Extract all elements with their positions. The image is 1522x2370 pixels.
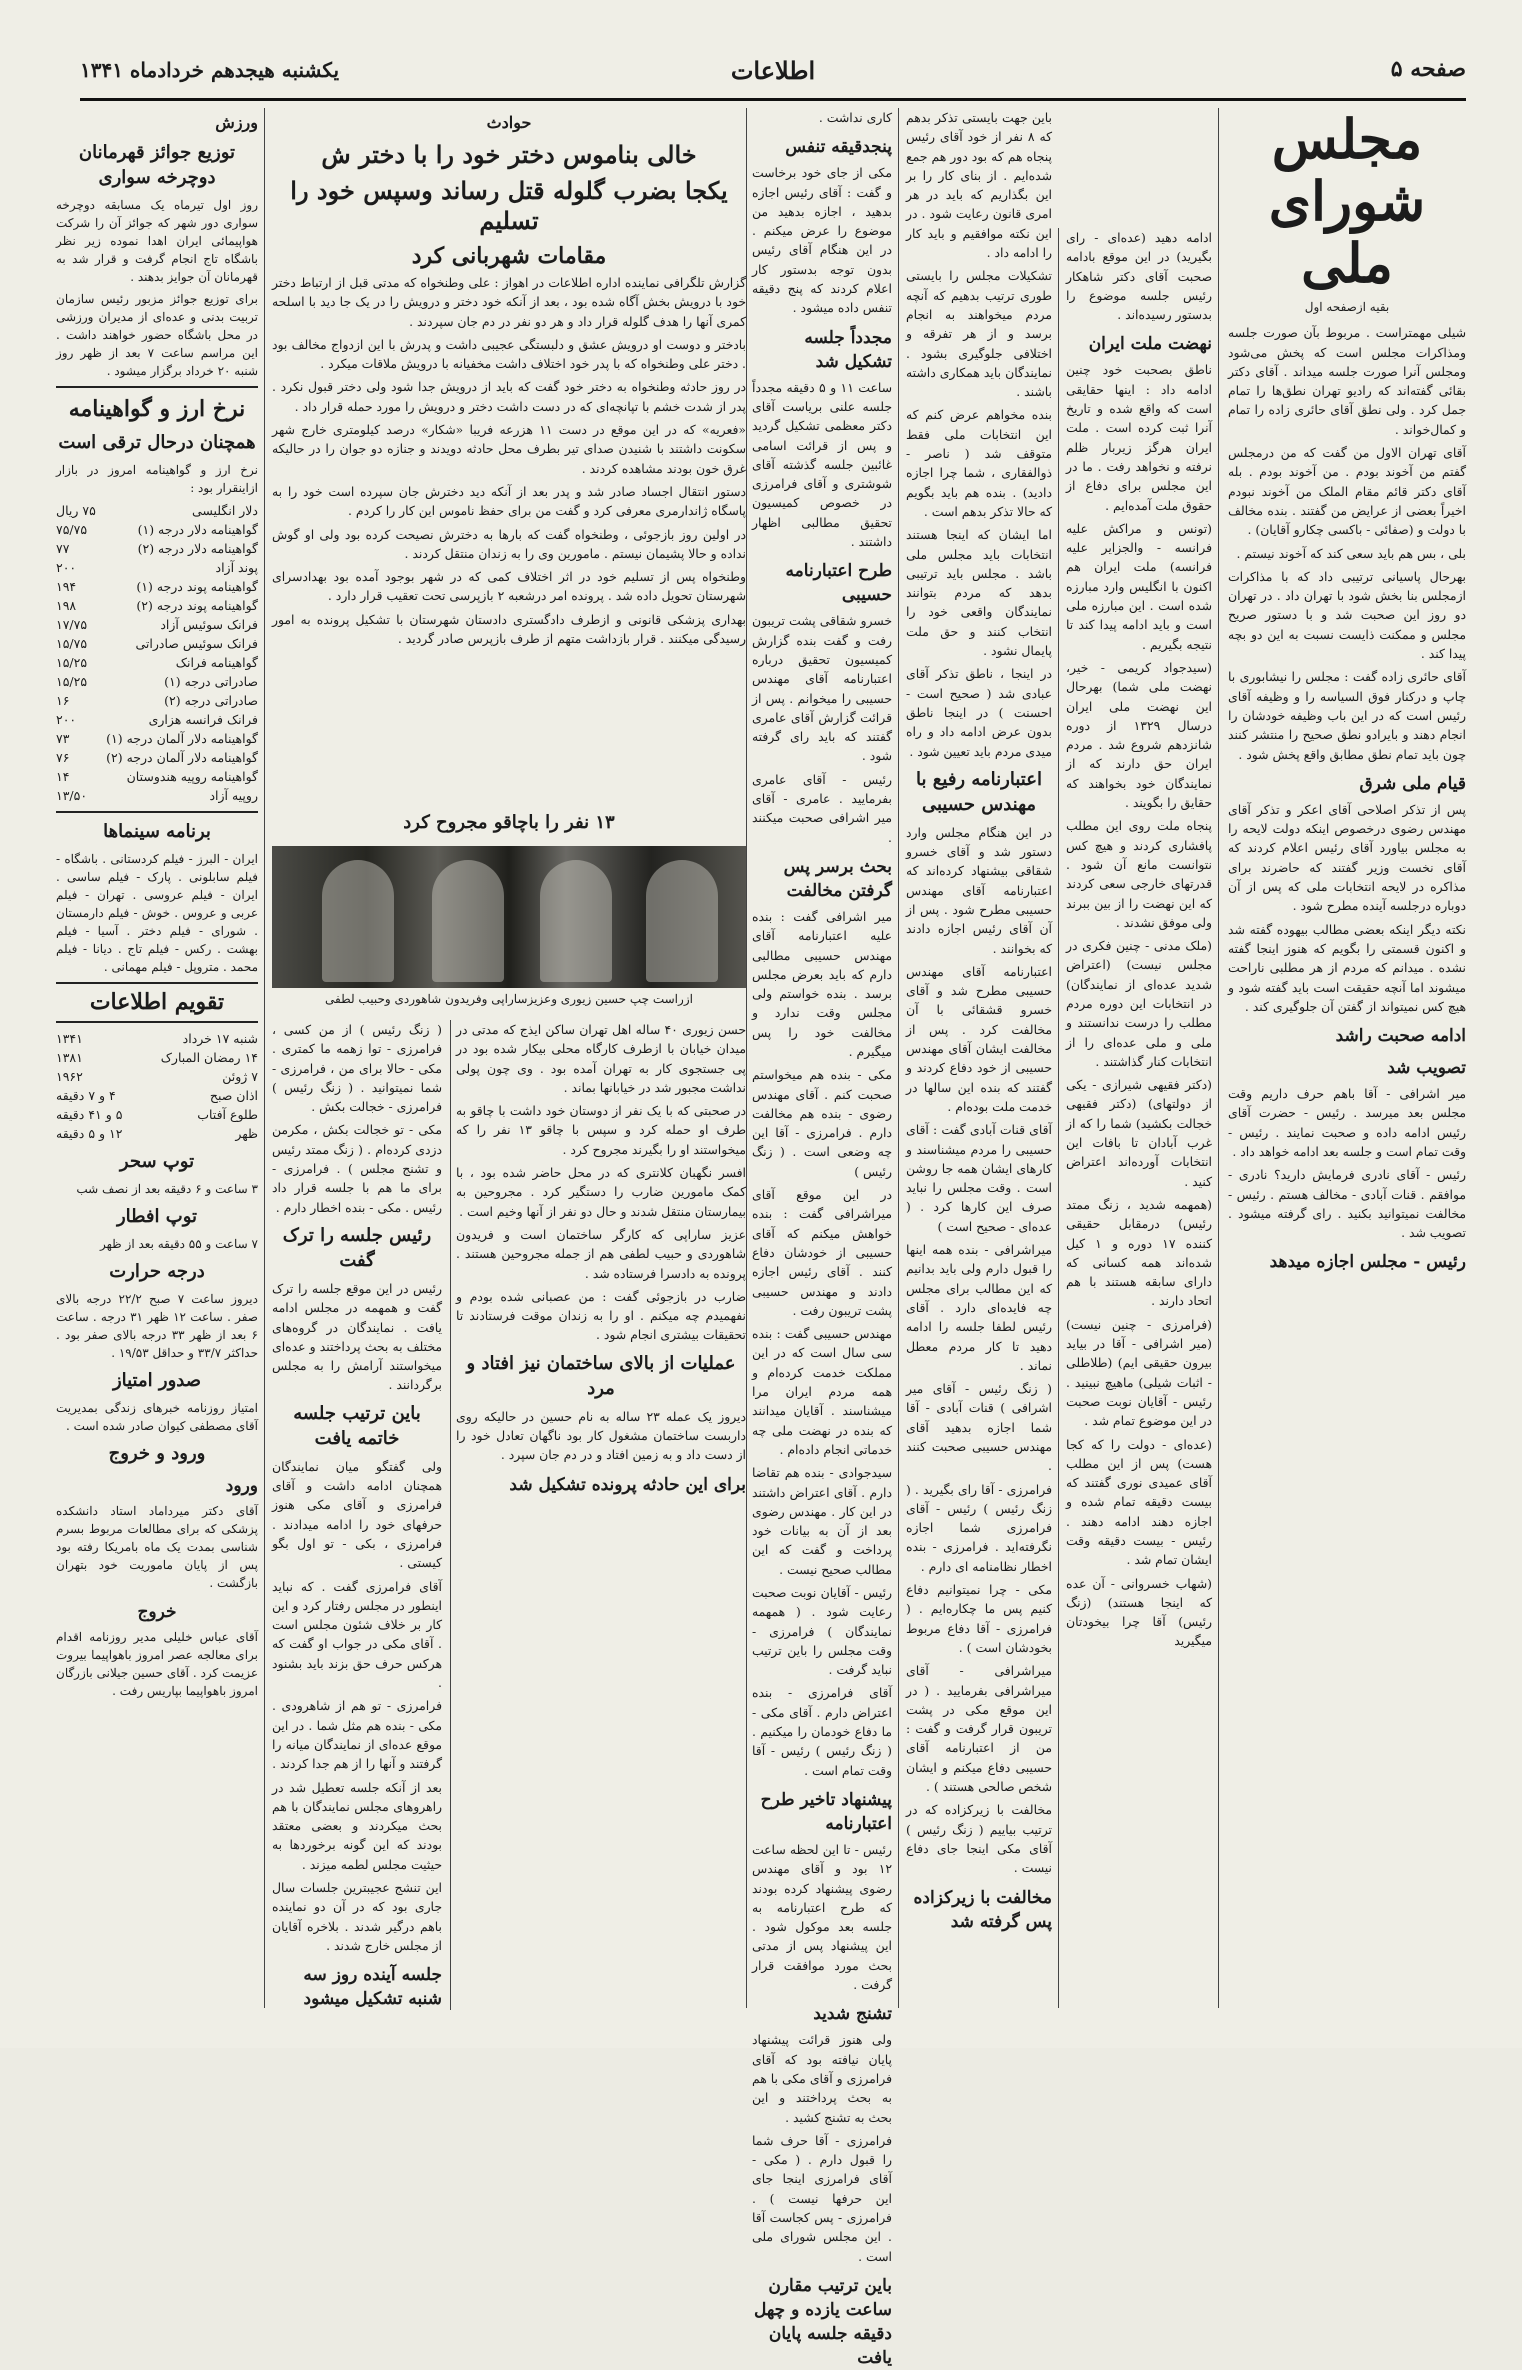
paragraph: آقای دکتر میرداماد استاد دانشکده پزشکی که برای مطالعات مربوط بسرم شناسی بمدت یک ماه بامریکا رفته بود پس از پایان ماموریت خود بتهران بازگشت . bbox=[56, 1504, 258, 1590]
parliament-article-col3 bbox=[906, 108, 1052, 2028]
arrival-heading: ورود bbox=[225, 1476, 258, 1496]
paragraph: ضارب در بازجوئی گفت : من عصبانی شده بودم و نفهمیدم چه میکنم . او را به زندان موقت فرستادند تا تحقیقات بیشتری انجام شود . bbox=[456, 1288, 746, 1343]
table-row bbox=[56, 786, 258, 805]
rates-table bbox=[56, 501, 258, 805]
page-number: صفحه ۵ bbox=[1390, 56, 1466, 82]
paragraph: پنجاه ملت روی این مطلب پافشاری کردند و هیچ کس نتوانست مانع آن شود . قدرتهای خارجی سعی کردند که این نهضت را از بین ببرند ولی موفق نشدند . bbox=[1066, 818, 1212, 930]
row-label: شنبه ۱۷ خرداد bbox=[182, 1031, 258, 1046]
paragraph: رئیس - آقایان نوبت صحبت رعایت شود . ( همهمه نمایندگان ) فرامرزی - وقت مجلس را باین ترتیب نباید گرفت . bbox=[752, 1585, 892, 1678]
paragraph: اما ایشان که اینجا هستند انتخابات باید مجلس ملی باشد . مجلس باید ترتیبی بدهد که مردم بتوانند نمایندگان واقعی خود را انتخاب کنند و حق ملت پایمال نشود . bbox=[906, 527, 1052, 659]
table-row bbox=[56, 1048, 258, 1067]
paragraph: (تونس و مراکش علیه فرانسه - والجزایر علیه فرانسه) ملت ایران هم اکنون با انگلیس وارد مبارزه شده است . این مبارزه ملی است و باید ادامه پیدا کند تا نتیجه بگیریم . bbox=[1066, 520, 1212, 652]
crime-article-bottom bbox=[456, 1020, 746, 2020]
subheading-credentials: اعتبارنامه رفیع با مهندس حسیبی bbox=[916, 768, 1042, 815]
paragraph: در روز حادثه وطنخواه به دختر خود گفت که باید از درویش جدا شود ولی دختر قبول نکرد . پدر از شدت خشم با تپانچه‌ای که در دست داشت دختر و درویش را مورد حمله قرار داد . bbox=[272, 379, 746, 414]
paragraph: آقای قنات آبادی گفت : آقای حسیبی را مردم میشناسند و کارهای ایشان همه جا روشن است . وقت مجلس را نباید صرف این کارها کرد . ( عده‌ای - صحیح است ) bbox=[906, 1122, 1052, 1234]
sidebar-column bbox=[56, 108, 258, 2028]
parliament-article-col2 bbox=[1066, 228, 1212, 2028]
subheading: تصویب شد bbox=[1387, 1058, 1466, 1079]
temperature-headline: درجه حرارت bbox=[109, 1261, 205, 1282]
paragraph: بهداری پزشکی قانونی و ازطرف دادگستری دادستان شهرستان با تشکیل پرونده به امور رسیدگی میکنند . قرار بازداشت متهم از طرف بازپرس صادر گردید . bbox=[272, 611, 746, 647]
subheading: ادامه صحبت راشد bbox=[1335, 1026, 1466, 1047]
closing-line: رئیس - مجلس اجازه میدهد bbox=[1269, 1252, 1466, 1273]
sports-headline: توزیع جوائز قهرمانان دوچرخه سواری bbox=[78, 142, 236, 188]
paragraph: مخالفت با زیرکزاده که در ترتیب بیاییم ( زنگ رئیس ) آقای مکی اینجا جای دفاع نیست . bbox=[906, 1802, 1052, 1876]
row-label: ۱۴ رمضان المبارک bbox=[160, 1050, 258, 1065]
row-label: گواهینامه پوند درجه (۱) bbox=[136, 579, 258, 594]
row-label: ۷ ژوئن bbox=[222, 1069, 258, 1084]
table-row bbox=[56, 558, 258, 577]
row-label: گواهینامه روپیه هندوستان bbox=[126, 769, 258, 784]
table-row bbox=[56, 1105, 258, 1124]
parliament-article-col1 bbox=[1228, 108, 1466, 2028]
paragraph: حسن زیوری ۴۰ ساله اهل تهران ساکن ایذج که مدتی در میدان خیابان با ازطرف کارگاه محلی بیکار شده بود در پی جستجوی کار به تهران آمده بود . وی چون پولی نداشت مجبور شد در خیابانها بماند . bbox=[456, 1022, 746, 1095]
row-label: گواهینامه دلار درجه (۲) bbox=[137, 541, 258, 556]
rates-headline: نرخ ارز و گواهینامه bbox=[68, 396, 246, 422]
paragraph: این تنشج عجیبترین جلسات سال جاری بود که در آن دو نماینده باهم درگیر شدند . بلاخره آقایان از مجلس خارج شدند . bbox=[272, 1879, 442, 1953]
row-value: ۱۹۴ bbox=[56, 579, 77, 594]
headline-majlis: مجلس شورای ملی bbox=[1268, 107, 1426, 295]
paragraph: بعد از آنکه جلسه تعطیل شد در راهروهای مجلس نمایندگان با هم بحث میکردند و بعضی معتقد بودند که این گونه برخوردها به حیثیت مجلس لطمه میزند . bbox=[272, 1779, 442, 1872]
paragraph: وطنخواه پس از تسلیم خود در اثر اختلاف کمی که در شهر بوجود آمده بود بهدادسرای شهرستان تحویل داده شد . پرونده امر درشعبه ۲ بازپرسی تحت تعقیب قرار دارد . bbox=[272, 569, 746, 604]
paragraph: (ملک مدنی - چنین فکری در مجلس نیست) (اعتراض شدید عده‌ای از نمایندگان) در انتخابات این دوره مردم مطلب را درست ندانستند و ملی و ملی عده‌ای را از انتخابات کنار گذاشتند . bbox=[1066, 938, 1212, 1069]
photo-person bbox=[540, 860, 612, 982]
publication-name: اطلاعات bbox=[730, 56, 816, 85]
cinema-headline: برنامه سینماها bbox=[103, 821, 211, 842]
subheading: پیشنهاد تاخیر طرح اعتبارنامه bbox=[760, 1789, 892, 1834]
paragraph: نکته دیگر اینکه بعضی مطالب بیهوده گفته شد و اکنون قسمتی را بگویم که هنوز اینجا گفته نشده . میدانم که مردم از هر مطلبی ناراحت میشوند اما آنچه حقیقت است باید گفته شود و هیچ کس نمیتواند از گفتن آن جلوگیری کند . bbox=[1228, 921, 1466, 1014]
paragraph: مکی - بنده هم میخواستم صحبت کنم . آقای مهندس رضوی - بنده هم مخالفت دارم . فرامرزی - آقا این چه وضعی است . ( زنگ رئیس ) bbox=[752, 1067, 892, 1179]
calendar-table bbox=[56, 1029, 258, 1143]
row-label: گواهینامه پوند درجه (۲) bbox=[136, 598, 258, 613]
row-value: ۱۴ bbox=[56, 769, 70, 784]
calendar-headline: تقویم اطلاعات bbox=[89, 989, 225, 1015]
table-row bbox=[56, 767, 258, 786]
paragraph: ( زنگ رئیس - آقای میر اشرافی ) قنات آبادی - آقا شما اجازه بدهید آقای مهندس حسیبی صحبت کنند . bbox=[906, 1381, 1052, 1474]
paragraph: (دکتر فقیهی شیرازی - یکی از دولتهای) (دکتر فقیهی خجالت بکشید) شما را که از غرب آبادان تا بافات این انتخابات آورده‌اند اعتراض کنید . bbox=[1066, 1077, 1212, 1189]
row-value: ۷۳ bbox=[56, 731, 70, 746]
divider bbox=[56, 386, 258, 388]
paragraph: در این موقع آقای میراشرافی گفت : بنده خواهش میکنم که آقای حسیبی از خودشان دفاع کنند . آقای رئیس اجازه دادند و مهندس حسیبی پشت تریبون رفت . bbox=[752, 1187, 892, 1318]
continued-note: بقیه ازصفحه اول bbox=[1304, 300, 1390, 314]
row-label: فرانک سوئیس صادراتی bbox=[135, 636, 258, 651]
subheading: بحث برسر پس گرفتن مخالفت bbox=[783, 856, 892, 901]
column-rule bbox=[1058, 228, 1059, 2008]
parliament-article-col6 bbox=[272, 1020, 442, 2020]
paragraph: باین جهت بایستی تذکر بدهم که ۸ نفر از خود آقای رئیس پنجاه هم که بود دور هم جمع شده‌ایم . از بنای کار را بر این بگذاریم که باید در هر امری قانون رعایت شود . در این نکته موافقیم و باید کار را ادامه داد . bbox=[906, 110, 1052, 261]
subheading: عملیات از بالای ساختمان نیز افتاد و مرد bbox=[466, 1352, 736, 1399]
closing-line: مخالفت با زیرکزاده پس گرفته شد bbox=[913, 1887, 1052, 1932]
paragraph: بنده مخواهم عرض کنم که این انتخابات ملی فقط متوقف شد ( ناصر - ذوالفقاری ، شما چرا اجازه دادید) . بنده هم باید بگویم که حالا تذکر بدهم است . bbox=[906, 407, 1052, 519]
subheading: تشنج شدید bbox=[813, 2004, 892, 2025]
photo-caption: ازراست چپ حسین زیوری وعزیزساراپی وفریدون شاهوردی وحبیب لطفی bbox=[325, 992, 693, 1006]
paragraph: فرامرزی - تو هم از شاهرودی . مکی - بنده هم مثل شما . در این موقع عده‌ای از نمایندگان میانه را گرفتند و آنها را از هم جدا کردند . bbox=[272, 1698, 442, 1772]
license-headline: صدور امتیاز bbox=[112, 1370, 202, 1391]
table-row bbox=[56, 1067, 258, 1086]
paragraph: عزیز ساراپی که کارگر ساختمان است و فریدون شاهوردی و حبیب لطفی هم از جمله مجروحین هستند . پرونده به دادسرا فرستاده شد . bbox=[456, 1226, 746, 1281]
paragraph: بلی ، بس هم باید سعی کند که آخوند نیستم . bbox=[1236, 545, 1466, 561]
paragraph: ( زنگ رئیس ) از من کسی ، فرامرزی - توا زهمه ما کمتری . مکی - حالا برای من ، فرامرزی - شما نمیتوانید . ( زنگ رئیس ) فرامرزی - خجالت بکش . bbox=[272, 1022, 442, 1115]
paragraph: ولی هنوز قرائت پیشنهاد پایان نیافته بود که آقای فرامرزی و آقای مکی با هم به بحث پرداختند و این بحث به تشنج کشید . bbox=[752, 2032, 892, 2125]
row-value: ۲۰۰ bbox=[56, 712, 77, 727]
table-row bbox=[56, 501, 258, 520]
column-rule bbox=[746, 108, 747, 2008]
paragraph: ساعت ۱۱ و ۵ دقیقه مجدداً جلسه علنی بریاست آقای دکتر معظمی تشکیل گردید و پس از قرائت اسامی غائبین جلسه گذشته آقای شوشتری و آقای فرامرزی در خصوص کمیسیون تحقیق مطالبی اظهار داشتند . bbox=[752, 379, 892, 550]
table-row bbox=[56, 748, 258, 767]
table-row bbox=[56, 634, 258, 653]
row-label: صادراتی درجه (۱) bbox=[164, 674, 258, 689]
page-header bbox=[80, 52, 1466, 101]
row-label: گواهینامه دلار آلمان درجه (۲) bbox=[106, 750, 258, 765]
paragraph: میر اشرافی - آقا باهم حرف داریم وقت مجلس بعد میرسد . رئیس - حضرت آقای رئیس ادامه داده و صحبت نمایند . رئیس - وقت تمام است و جلسه بعد ادامه خواهد داد . bbox=[1228, 1086, 1466, 1159]
closing-line: برای این حادثه پرونده تشکیل شد bbox=[509, 1474, 746, 1495]
paragraph: ولی گفتگو میان نمایندگان همچنان ادامه داشت و آقای فرامرزی و آقای مکی هنوز حرفهای خود را ادامه میدادند . فرامرزی ، بکی - تو اول بگو کیستی . bbox=[272, 1458, 442, 1571]
table-row bbox=[56, 1086, 258, 1105]
paragraph: خسرو شقاقی پشت تریبون رفت و گفت بنده گزارش کمیسیون تحقیق درباره اعتبارنامه آقای مهندس حسیبی را میخوانم . پس از قرائت گزارش آقای عامری گفتند که باید رای گرفته شود . bbox=[752, 613, 892, 764]
section-kicker: حوادث bbox=[486, 113, 532, 132]
row-value: ۴ و ۷ دقیقه bbox=[56, 1088, 116, 1103]
column-rule bbox=[450, 1020, 451, 2010]
rates-subheadline: همچنان درحال ترقی است bbox=[58, 432, 256, 453]
table-row bbox=[56, 520, 258, 539]
paragraph: برای توزیع جوائز مزبور رئیس سازمان تربیت بدنی و عده‌ای از مدیران ورزشی در محل باشگاه حضور خواهند داشت . این مراسم ساعت ۷ بعد از ظهر روز شنبه ۲۰ خرداد برگزار میشود . bbox=[56, 292, 258, 378]
paragraph: فرامرزی - آقا حرف شما را قبول دارم . ( مکی - آقای فرامرزی اینجا جای این حرفها نیست ) . فرامرزی - پس کجاست آقا . این مجلس شورای ملی است . bbox=[752, 2132, 892, 2264]
paragraph: شیلی مهمتراست . مربوط بآن صورت جلسه ومذاکرات مجلس است که پخش می‌شود ومجلس آنرا صورت جلسه میداند . آقای دکتر بقائی گفته‌اند که رادیو تهران نطق‌ها را تمام جمل کرد . ولی نطق آقای حائری زاده را تمام و کمال‌خواند . bbox=[1228, 325, 1466, 437]
paragraph: آقای حائری زاده گفت : مجلس را نیشابوری با چاپ و درکنار فوق السیاسه را و وظیفه آقای رئیس است که در این باب وظیفه خودشان را انجام دهند و بایرادو نطق صحیح را منتشر کنند چون باید تمام نطق مطابق واقع پخش شود . bbox=[1228, 669, 1466, 762]
table-row bbox=[56, 539, 258, 558]
subheading: پنجدقیقه تنفس bbox=[785, 137, 892, 158]
column-rule bbox=[264, 108, 265, 2008]
paragraph: بادختر و دوست او درویش عشق و دلبستگی عجیبی داشت و پدرش با این ازدواج مخالف بود . دختر علی وطنخواه که با پدر خود اختلاف داشت مخفیانه با درویش ملاقات میکرد . bbox=[272, 336, 746, 372]
row-value: ۱۳/۵۰ bbox=[56, 788, 88, 803]
paragraph: در صحبتی که با یک نفر از دوستان خود داشت با چاقو به طرف او حمله کرد و سپس با چاقو ۱۳ نفر را که میخواستند او را بگیرند مجروح کرد . bbox=[456, 1103, 746, 1157]
row-value: ۷۵/۷۵ bbox=[56, 522, 88, 537]
departure-heading: خروج bbox=[137, 1602, 177, 1622]
row-value: ۱۶ bbox=[56, 693, 70, 708]
paragraph: میر اشرافی گفت : بنده علیه اعتبارنامه آقای مهندس حسیبی مطالبی دارم که باید بعرض مجلس برسد . بنده خواستم ولی مجلس وقت ندارد و مخالفت خود را پس میگیرم . bbox=[752, 908, 892, 1059]
row-value: ۱۵/۲۵ bbox=[56, 674, 88, 689]
paragraph: مهندس حسیبی گفت : بنده سی سال است که در این مملکت خدمت کرده‌ام و همه مردم ایران مرا میشناسند . آقایان میدانند که بنده در نهضت ملی چه خدماتی انجام داده‌ام . bbox=[752, 1326, 892, 1457]
row-label: اذان صبح bbox=[209, 1088, 258, 1103]
subheading: رئیس جلسه را ترک گفت bbox=[282, 1224, 432, 1271]
crime-headline-2: یکجا بضرب گلوله قتل رساند وسپس خود را تسلیم bbox=[290, 176, 728, 235]
parliament-article-col4 bbox=[752, 108, 892, 2368]
paragraph: کاری نداشت . bbox=[818, 110, 892, 125]
photo-person bbox=[646, 860, 718, 982]
paragraph: مکی - تو خجالت بکش ، مکرمن دزدی کرده‌ام . ( زنگ ممتد رئیس و تشنج مجلس ) . فرامرزی - برای ما هم با جلسه قرار داد رئیس . مکی - بنده اخطار دارم . bbox=[272, 1122, 442, 1215]
photo-person bbox=[322, 860, 394, 982]
paragraph: در این هنگام مجلس وارد دستور شد و آقای خسرو شقاقی بیشنهاد کرده‌اند که اعتبارنامه آقای مهندس حسیبی مطرح شود . پس از آن آقای رئیس اجازه دادند که بخوانند . bbox=[906, 824, 1052, 956]
row-value: ۵ و ۴۱ دقیقه bbox=[56, 1107, 123, 1122]
row-label: دلار انگلیسی bbox=[191, 503, 258, 518]
paragraph: میراشرافی - آقای میراشرافی بفرمایید . ( در این موقع مکی در پشت تریبون قرار گرفت و گفت : من از اعتبارنامه آقای حسیبی دفاع میکنم و ایشان شخص صالحی هستند ) . bbox=[906, 1663, 1052, 1795]
table-row bbox=[56, 653, 258, 672]
paragraph: (عده‌ای - دولت را که کجا هست) پس از این مطلب آقای عمیدی نوری گفتند که بیست دقیقه تمام شده و اجازه دهند ادامه دهند . رئیس - بیست دقیقه وقت ایشان تمام شد . bbox=[1066, 1436, 1212, 1568]
subheading: مجدداً جلسه تشکیل شد bbox=[804, 327, 892, 372]
paragraph: (فرامرزی - چنین نیست) (میر اشرافی - آقا در بیاید بیرون حقیقی ایم) (طلاطلی - اثبات شیلی) ماهیچ نبینید . رئیس - آقایان نوبت صحبت در این موضوع تمام شد . bbox=[1066, 1316, 1212, 1429]
table-row bbox=[56, 710, 258, 729]
paragraph: ۳ ساعت و ۶ دقیقه بعد از نصف شب bbox=[76, 1182, 258, 1196]
paragraph: رئیس - تا این لحظه ساعت ۱۲ بود و آقای مهندس رضوی پیشنهاد کرده بودند که طرح اعتبارنامه به جلسه بعد موکول شود . این پیشنهاد پس از مدتی بحث مورد موافقت قرار گرفت . bbox=[752, 1841, 892, 1993]
paragraph: آقای فرامرزی - بنده اعتراض دارم . آقای مکی - ما دفاع خودمان را میکنیم . ( زنگ رئیس ) رئیس - آقا وقت تمام است . bbox=[752, 1685, 892, 1778]
paragraph: (شهاب خسروانی - آن عده که اینجا هستند) (زنگ رئیس) آقا چرا بیخودتان میگیرید bbox=[1066, 1575, 1212, 1649]
paragraph: مکی از جای خود برخاست و گفت : آقای رئیس اجازه بدهید ، اجازه بدهید من موضوع را عرض میکنم . در این هنگام آقای رئیس بدون توجه بدستور کار اعلام کردند که پنج دقیقه تنفس داده میشود . bbox=[752, 165, 892, 316]
paragraph: تشکیلات مجلس را بایستی طوری ترتیب بدهیم که آنچه مردم میخواهند به انجام برسد و از هر تفرقه و اختلافی جلوگیری بشود . نمایندگان باید همکاری داشته باشند . bbox=[906, 268, 1052, 400]
paragraph: پس از تذکر اصلاحی آقای اعکر و تذکر آقای مهندس رضوی درخصوص اینکه دولت لایحه را به مجلس بیاورد آقای رئیس اعلام کردند که آقای نخست وزیر گفتند که حاضرند برای مذاکره در لایحه انتخابات ملی که پس از آن دوباره درجلسه آینده مطرح شود . bbox=[1228, 801, 1466, 914]
paragraph: دیروز ساعت ۷ صبح ۲۲/۲ درجه بالای صفر . ساعت ۱۲ ظهر ۳۱ درجه . ساعت ۶ بعد از ظهر ۳۳ درجه بالای صفر بود . حداکثر ۳۳/۷ و حداقل ۱۹/۵۳ . bbox=[56, 1292, 258, 1360]
paragraph: (همهمه شدید ، زنگ ممتد رئیس) درمقابل حقیقی کننده ۱۷ دوره و ۱ کیل شده‌اند همه کسانی که دارای سابقه هستند با هم اتحاد دارند . bbox=[1066, 1196, 1212, 1309]
paragraph: ادامه دهید (عده‌ای - رای بگیرید) در این موقع بادامه صحبت آقای دکتر شاهکار رئیس جلسه موضوع را بدستور رسیده‌اند . bbox=[1066, 230, 1212, 323]
row-label: گواهینامه فرانک bbox=[175, 655, 258, 670]
paragraph: آقای فرامرزی گفت . که نباید اینطور در مجلس رفتار کرد و این کار بر خلاف شئون مجلس است . آقای مکی در جواب او گفت که هرکس حرف حق بزند باید بشنود . bbox=[272, 1578, 442, 1691]
paragraph: ۷ ساعت و ۵۵ دقیقه بعد از ظهر bbox=[100, 1237, 258, 1251]
row-value: ۲۰۰ bbox=[56, 560, 77, 575]
section-kicker: ورزش bbox=[215, 113, 258, 132]
table-row bbox=[56, 596, 258, 615]
row-value: ۷۵ ریال bbox=[56, 503, 96, 518]
paragraph: روز اول تیرماه یک مسابقه دوچرخه سواری دور شهر که جوائز آن را شرکت هواپیمائی ایران اهدا نموده زیر نظر باشگاه تاج انجام گرفت و قرار شد به قهرمانان آن جوایز بدهند . bbox=[56, 198, 258, 284]
row-label: روپیه آزاد bbox=[209, 788, 258, 803]
paragraph: آقای عباس خلیلی مدیر روزنامه اقدام برای معالجه عصر امروز باهواپیما بیروت عزیمت کرد . آقای حسین جیلانی بازرگان امروز باهواپیما بپاریس رفت . bbox=[56, 1630, 258, 1698]
row-value: ۱۹۶۲ bbox=[56, 1069, 83, 1084]
paragraph: رئیس در این موقع جلسه را ترک گفت و همهمه در مجلس ادامه یافت . نمایندگان در گروه‌های مختلف به بحث پرداختند و عده‌ای میخواستند آرامش را به مجلس برگردانند . bbox=[272, 1280, 442, 1393]
paragraph: نرخ ارز و گواهینامه امروز در بازار ازاینقرار بود : bbox=[56, 463, 258, 495]
row-value: ۱۵/۲۵ bbox=[56, 655, 88, 670]
paragraph: گزارش تلگرافی نماینده اداره اطلاعات در اهواز : علی وطنخواه که مدتی قبل از ارتباط دختر خود با درویش بخش آگاه شده بود ، بعد از آنکه خود دختر و درویش را در یک جا دید با اسلحه کمری آنها را هدف گلوله قرار داد و هر دو نفر در دم جان سپردند . bbox=[272, 275, 746, 329]
row-value: ۱۳۴۱ bbox=[56, 1031, 83, 1046]
table-row bbox=[56, 577, 258, 596]
photo-headline: ۱۳ نفر را باچاقو مجروح کرد bbox=[403, 812, 615, 833]
issue-date: یکشنبه هیجدهم خردادماه ۱۳۴۱ bbox=[80, 58, 340, 82]
iftar-headline: توپ افطار bbox=[116, 1206, 198, 1227]
table-row bbox=[56, 729, 258, 748]
paragraph: ایران - البرز - فیلم کردستانی . باشگاه - فیلم سابلونی . پارک - فیلم ساسی . ایران - فیلم عروسی . تهران - فیلم عربی و عروس . خوش - فیلم دارمستان . شورای - فیلم دختر . آسیا - فیلم بهشت . رکس - فیلم تاج . دیانا - فیلم محمد . متروپل - فیلم مهمانی . bbox=[56, 852, 258, 974]
travel-headline: ورود و خروج bbox=[108, 1443, 206, 1464]
cannon-headline: توپ سحر bbox=[119, 1151, 195, 1172]
divider bbox=[56, 811, 258, 813]
row-value: ۱۳۸۱ bbox=[56, 1050, 83, 1065]
row-value: ۱۹۸ bbox=[56, 598, 77, 613]
paragraph: آقای تهران الاول من گفت که من درمجلس گفتم من آخوند بودم . من آخوند بودم . بله آقای دکتر قائم مقام الملک من آخوند نبودم اخیراً بعضی از عرایض من گفتند . بنده مخالف با دولت و (صفائی - باکسی چکارو آقایان) . bbox=[1228, 445, 1466, 538]
paragraph: در اینجا ، ناطق تذکر آقای عبادی شد ( صحیح است - احسنت ) در اینجا ناطق بدون عرض ادامه داد و راه میدی مردم باید تعیین شود . bbox=[906, 666, 1052, 759]
crime-headline-3: مقامات شهربانی کرد bbox=[411, 243, 607, 269]
subheading: طرح اعتبارنامه حسیبی bbox=[785, 561, 892, 606]
closing-line: باین ترتیب مقارن ساعت یازده و چهل دقیقه جلسه پایان یافت bbox=[753, 2275, 892, 2368]
subheading: باین ترتیب جلسه خاتمه یافت bbox=[293, 1402, 421, 1449]
paragraph: رئیس - آقای نادری فرمایش دارید؟ نادری - موافقم . قنات آبادی - مخالف هستم . رئیس - مخالفت نمیتوانید بکنید . رای گرفته میشود . تصویب شد . bbox=[1228, 1167, 1466, 1241]
subheading: قیام ملی شرق bbox=[1359, 773, 1466, 794]
paragraph: اعتبارنامه آقای مهندس حسیبی مطرح شد و آقای خسرو قشقائی با آن مخالفت کرد . پس از مخالفت ایشان آقای مهندس حسیبی از خود دفاع کردند و گفتند که بنده این سالها در خدمت ملت بوده‌ام . bbox=[906, 963, 1052, 1114]
column-rule bbox=[898, 108, 899, 2008]
table-row bbox=[56, 615, 258, 634]
closing-line: جلسه آینده روز سه شنبه تشکیل میشود bbox=[303, 1965, 442, 2010]
paragraph: افسر نگهبان کلانتری که در محل حاضر شده بود ، با کمک مامورین ضارب را دستگیر کرد . مجروحین به بیمارستان منتقل شدند و حال دو نفر از آنها وخیم است . bbox=[456, 1165, 746, 1219]
row-label: پوند آزاد bbox=[215, 560, 258, 575]
paragraph: فرامرزی - آقا رای بگیرید . ( زنگ رئیس ) رئیس - آقای فرامرزی شما اجازه نگرفته‌اید . فرامرزی - بنده اخطار نظامنامه ای دارم . bbox=[906, 1481, 1052, 1574]
paragraph: در اولین روز بازجوئی ، وطنخواه گفت که بارها به دخترش نصیحت کرده بود ولی او گوش نداده و حالا پشیمان نیستم . مامورین وی را به زندان منتقل کردند . bbox=[272, 526, 746, 561]
column-rule bbox=[1218, 108, 1219, 2008]
paragraph: مکی - چرا نمیتوانیم دفاع کنیم پس ما چکاره‌ایم . ( فرامرزی - آقا دفاع مربوط بخودشان است ) . bbox=[906, 1582, 1052, 1655]
paragraph: میراشرافی - بنده همه اینها را قبول دارم ولی باید بدانیم که این مطالب برای مجلس چه فایده‌ای دارد . آقای رئیس لطفا جلسه را ادامه دهید تا کار مردم معطل نماند . bbox=[906, 1242, 1052, 1373]
row-value: ۱۲ و ۵ دقیقه bbox=[56, 1126, 123, 1141]
paragraph: دیروز یک عمله ۲۳ ساله به نام حسین در حالیکه روی داربست ساختمان مشغول کار بود ناگهان تعادل خود را از دست داد و به زمین افتاد و در دم جان سپرد . bbox=[456, 1408, 746, 1463]
row-label: صادراتی درجه (۲) bbox=[164, 693, 258, 708]
row-label: طلوع آفتاب bbox=[197, 1107, 258, 1122]
photo-person bbox=[432, 860, 504, 982]
row-value: ۱۵/۷۵ bbox=[56, 636, 88, 651]
paragraph: ناطق بصحبت خود چنین ادامه داد : اینها حقایقی است که واقع شده و تاریخ آنرا ثبت کرده است . ملت ایران هرگز زیربار ظلم نرفته و نخواهد رفت . ما در این مجلس برای دفاع از حقوق ملت آمده‌ایم . bbox=[1066, 362, 1212, 513]
subheading: نهضت ملت ایران bbox=[1088, 334, 1212, 355]
row-label: گواهینامه دلار درجه (۱) bbox=[137, 522, 258, 537]
table-row bbox=[56, 691, 258, 710]
table-row bbox=[56, 672, 258, 691]
row-label: فرانک سوئیس آزاد bbox=[160, 617, 258, 632]
table-row bbox=[56, 1124, 258, 1143]
row-value: ۷۷ bbox=[56, 541, 70, 556]
row-label: فرانک فرانسه هزاری bbox=[148, 712, 258, 727]
paragraph: (سیدجواد کریمی - خیر، نهضت ملی شما) بهرحال این نهضت ملی ایران درسال ۱۳۲۹ از دوره شانزدهم شروع شد . مردم ایران حق دارند که از نمایندگان خود بخواهند که حقایق را بگویند . bbox=[1066, 659, 1212, 811]
row-value: ۱۷/۷۵ bbox=[56, 617, 88, 632]
news-photo bbox=[272, 846, 746, 988]
paragraph: دستور انتقال اجساد صادر شد و پدر بعد از آنکه دید دخترش جان سپرده است خود را به پاسگاه ژاندارمری معرفی کرد و گفت من برای حفظ ناموس این کار را کردم . bbox=[272, 483, 746, 519]
paragraph: سیدجوادی - بنده هم تقاضا دارم . آقای اعتراض داشتند در این کار . مهندس رضوی بعد از آن به بیانات خود پرداخت و گفت که این مطالب صحیح نیست . bbox=[752, 1465, 892, 1577]
table-row bbox=[56, 1029, 258, 1048]
row-label: ظهر bbox=[235, 1126, 258, 1141]
paragraph: بهرحال پاسیانی ترتیبی داد که با مذاکرات ازمجلس بنا بخش شود با تهران داد . در تهران دو روز این صحبت شد و با دستور صریح مجلس و ممکنت ذایست نسبت به این دو بچه پیدا کند . bbox=[1228, 568, 1466, 662]
crime-article-top bbox=[272, 108, 746, 808]
row-label: گواهینامه دلار آلمان درجه (۱) bbox=[106, 731, 258, 746]
paragraph: رئیس - آقای عامری بفرمایید . عامری - آقای میر اشرافی صحبت میکنند . bbox=[752, 771, 892, 845]
paragraph: «فعریه» که در این موقع در دست ۱۱ هزرعه فریبا «شکار» درصد کیلومتری خارج شهر سکونت داشتند با شنیدن صدای تیر بطرف محل حادثه دویدند و جنازه دو جوان را در حالیکه غرق خون بودند مشاهده کردند . bbox=[272, 422, 746, 476]
crime-headline-1: خالی بناموس دختر خود را با دختر ش bbox=[321, 140, 697, 169]
paragraph: امتیاز روزنامه خبرهای زندگی بمدیریت آقای مصطفی کیوان صادر شده است . bbox=[56, 1401, 258, 1433]
row-value: ۷۶ bbox=[56, 750, 70, 765]
